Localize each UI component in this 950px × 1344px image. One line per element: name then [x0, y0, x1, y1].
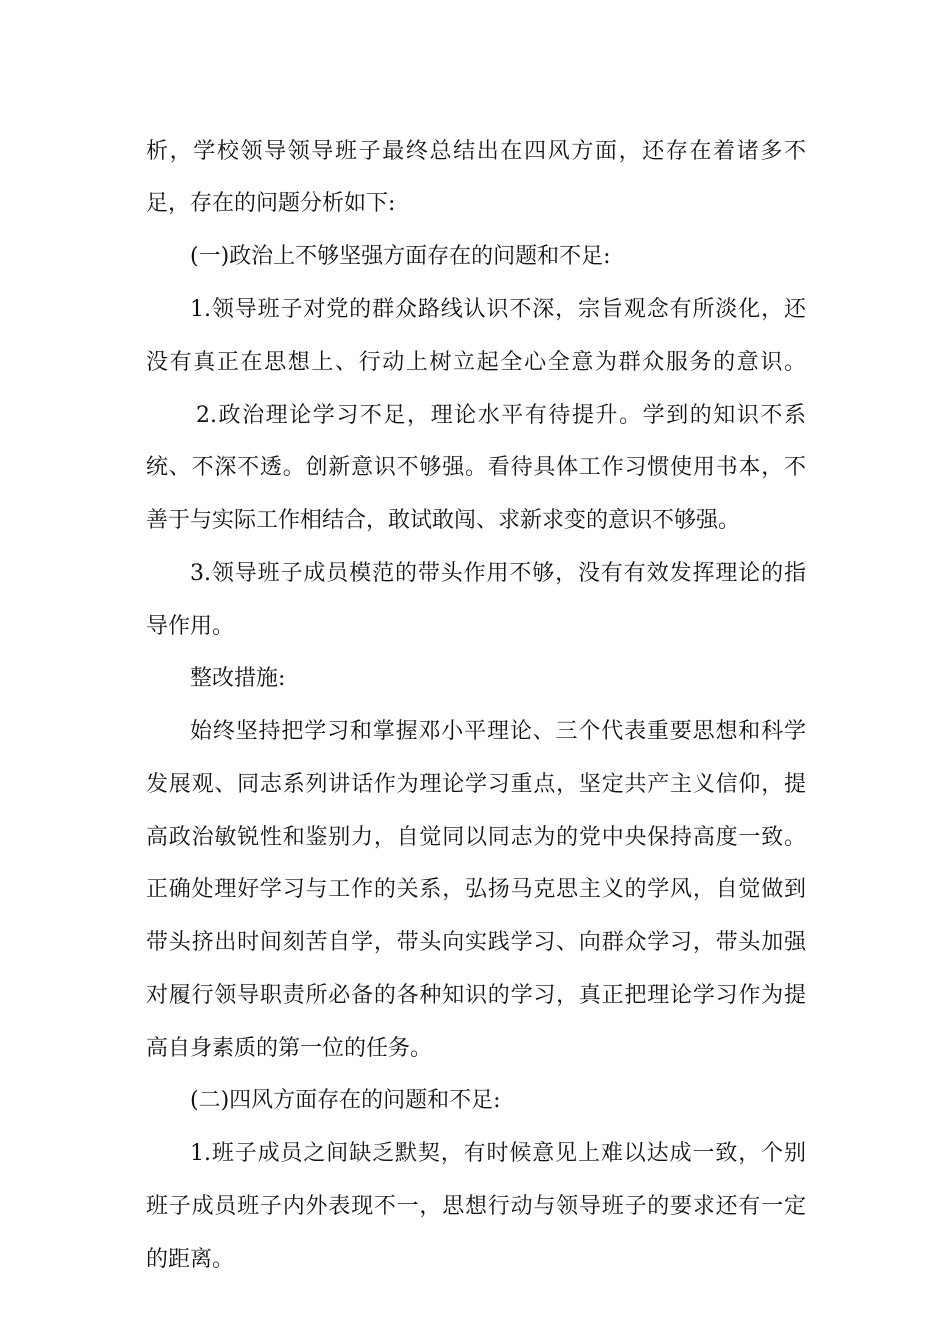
- text-line: 始终坚持把学习和掌握邓小平理论、三个代表重要思想和科学: [190, 719, 806, 744]
- text-line: 统、不深不透。创新意识不够强。看待具体工作习惯使用书本，不: [146, 455, 806, 480]
- text-line: 善于与实际工作相结合，敢试敢闯、求新求变的意识不够强。: [146, 508, 741, 533]
- text-line: 足，存在的问题分析如下:: [146, 191, 396, 216]
- text-line: 析，学校领导领导班子最终总结出在四风方面，还存在着诸多不: [146, 139, 806, 164]
- section-heading: (一)政治上不够坚强方面存在的问题和不足:: [190, 244, 611, 269]
- text-line: 导作用。: [146, 614, 235, 639]
- text-line: 班子成员班子内外表现不一，思想行动与领导班子的要求还有一定: [146, 1194, 806, 1219]
- section-heading: 整改措施:: [190, 666, 286, 691]
- text-line: 发展观、同志系列讲话作为理论学习重点，坚定共产主义信仰，提: [146, 772, 806, 797]
- text-line: 2.政治理论学习不足，理论水平有待提升。学到的知识不系: [196, 403, 806, 428]
- section-heading: (二)四风方面存在的问题和不足:: [190, 1088, 501, 1113]
- text-line: 高自身素质的第一位的任务。: [146, 1036, 433, 1061]
- text-line: 1.领导班子对党的群众路线认识不深，宗旨观念有所淡化，还: [190, 297, 806, 322]
- text-line: 正确处理好学习与工作的关系，弘扬马克思主义的学风，自觉做到: [146, 877, 806, 902]
- text-line: 高政治敏锐性和鉴别力，自觉同以同志为的党中央保持高度一致。: [146, 825, 806, 850]
- text-line: 没有真正在思想上、行动上树立起全心全意为群众服务的意识。: [146, 350, 806, 375]
- text-line: 带头挤出时间刻苦自学，带头向实践学习、向群众学习，带头加强: [146, 930, 806, 955]
- text-line: 对履行领导职责所必备的各种知识的学习，真正把理论学习作为提: [146, 983, 806, 1008]
- text-line: 1.班子成员之间缺乏默契，有时候意见上难以达成一致，个别: [190, 1141, 806, 1166]
- text-line: 3.领导班子成员模范的带头作用不够，没有有效发挥理论的指: [190, 561, 806, 586]
- text-line: 的距离。: [146, 1247, 235, 1272]
